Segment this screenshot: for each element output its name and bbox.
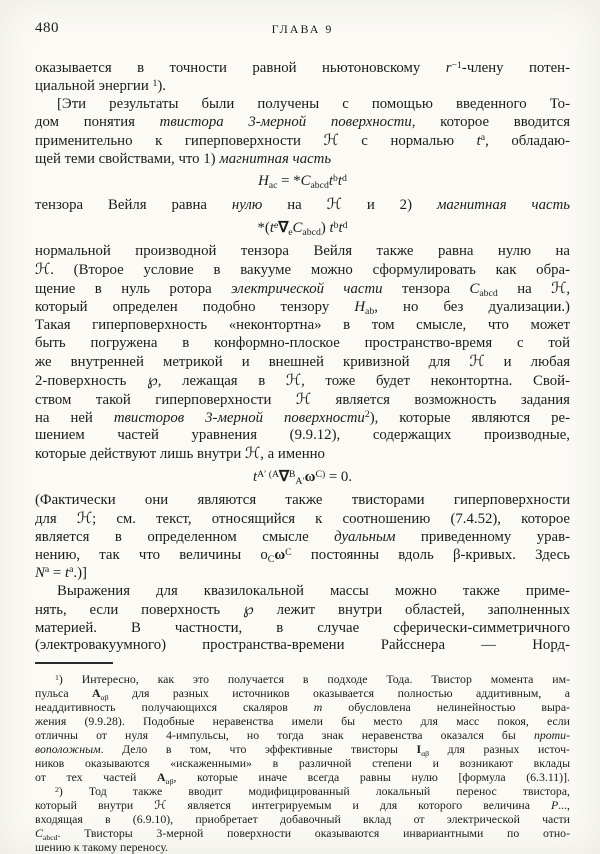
text-line: от тех частей $A_{\alpha\beta}$, которые иначе всегда равны нулю [формула (6.3.11)].	[35, 770, 570, 786]
text-line: дом понятия твистора 3-мерной поверхности, которое вводится	[35, 113, 571, 130]
text-line: входящая в (6.9.10), приобретает добавочный вклад от электрической части	[35, 812, 570, 827]
text-line: ℋ. (Второе условие в вакууме можно сформулировать как обра-	[35, 260, 570, 279]
page-number: 480	[35, 20, 59, 36]
display-formula: $t^{A' (A}\nabla^B_{A'}\omega^{C)} = 0$.	[252, 468, 353, 487]
display-formula: $*(t^e\nabla_eC_{abcd})$ $t^bt^d$	[257, 219, 348, 239]
text-line: (электровакуумного) пространства-времени Райсснера — Норд-	[35, 637, 570, 654]
paragraph	[35, 243, 570, 464]
text-line: который определен подобно тензору $H_{ab}$, но без дуализации.)	[35, 299, 570, 317]
paragraph	[35, 196, 570, 215]
text-line: является в определенном смысле дуальным приведенному урав-	[35, 529, 570, 546]
paragraph	[35, 583, 570, 656]
paragraph	[35, 784, 570, 854]
text-line: шению к такому переносу.	[35, 840, 168, 854]
text-line: Такая гиперповерхность «неконтортна» в том смысле, что может	[35, 316, 570, 333]
text-line: ников оказываются «искаженными» в различной степени и возникают вклады	[35, 756, 570, 771]
text-line: неаддитивность получающихся скаляров m обусловлена нелинейностью выра-	[35, 700, 570, 715]
text-line: ством такой гиперповерхности ℋ является возможность задания	[35, 389, 570, 408]
text-line: нению, так что величины $o_C\omega^C$ постоянны вдоль β-кривых. Здесь	[35, 546, 570, 565]
page-header	[35, 20, 570, 38]
text-line: для ℋ; см. текст, относящийся к соотношению (7.4.52), которое	[35, 509, 570, 528]
text-line: $^1$) Интересно, как это получается в подходе Тода. Твистор момента им-	[55, 672, 570, 687]
text-line: $C_{abcd}$. Твисторы 3-мерной поверхности оказываются инвариантными по отно-	[35, 826, 570, 842]
text-line: которые действуют лишь внутри ℋ, а именно	[35, 444, 325, 463]
text-line: быть погружена в конформно-плоское пространство-время с той	[35, 334, 570, 351]
footnote-separator	[35, 662, 113, 664]
paragraph	[35, 492, 570, 583]
text-line: нять, если поверхность ℘ лежит внутри областей, заполненных	[35, 599, 571, 618]
paragraph	[35, 672, 570, 784]
text-line: воположным. Дело в том, что эффективные твисторы $I_{\alpha\beta}$ для разных источ-	[35, 742, 570, 758]
text-line: материей. В частности, в случае сферически-симметричного	[35, 619, 570, 636]
display-formula: $H_{ac} = *C_{abcd}t^bt^d$	[258, 173, 347, 192]
text-line: $N^a = t^a$.)]	[35, 564, 87, 581]
main-text	[35, 60, 570, 655]
text-line: оказывается в точности равной ньютоновскому $r^{-1}$-члену потен-	[35, 59, 570, 76]
footnotes	[35, 672, 570, 854]
chapter-title: ГЛАВА 9	[271, 22, 334, 36]
text-line: на ней твисторов 3-мерной поверхности$^2$), которые являются ре-	[35, 409, 570, 426]
text-line: применительно к гиперповерхности ℋ с нормалью $t^a$, обладаю-	[35, 130, 570, 149]
text-line: отличны от нуля 4-импульсы, но тогда знак неравенства оказался бы проти-	[35, 728, 570, 743]
text-line: же внутренней метрикой и внешней кривизной для ℋ и любая	[35, 351, 570, 370]
text-line: Выражения для квазилокальной массы можно также приме-	[57, 582, 570, 599]
text-line: пульса $A_{\alpha\beta}$ для разных источников оказывается полностью аддитивным, а	[35, 686, 570, 702]
paragraph	[35, 96, 570, 169]
text-line: циальной энергии $^1$).	[35, 77, 166, 94]
text-line: шением частей уравнения (9.9.12), содержащих производные,	[35, 427, 570, 444]
text-line: щей теми свойствами, что 1) магнитная часть	[35, 150, 332, 167]
text-line: (Фактически они являются также твисторами гиперповерхности	[35, 492, 570, 509]
text-line: нормальной производной тензора Вейля также равна нулю на	[35, 243, 570, 260]
text-line: жения (9.9.28). Подобные неравенства имели бы место для масс покоя, если	[35, 714, 570, 729]
text-line: тензора Вейля равна нулю на ℋ и 2) магнитная часть	[35, 195, 570, 214]
paragraph	[35, 60, 570, 96]
text-line: [Эти результаты были получены с помощью введенного То-	[57, 95, 570, 112]
text-line: 2-поверхность ℘, лежащая в ℋ, тоже будет неконтортна. Свой-	[35, 370, 571, 389]
text-line: $^2$) Тод также вводит модифицированный локальный перенос твистора,	[55, 784, 570, 799]
text-line: который внутри ℋ является интегрируемым и для которого величина P...,	[35, 798, 570, 813]
text-line: щение в нуль ротора электрической части тензора $C_{abcd}$ на ℋ,	[35, 279, 571, 299]
